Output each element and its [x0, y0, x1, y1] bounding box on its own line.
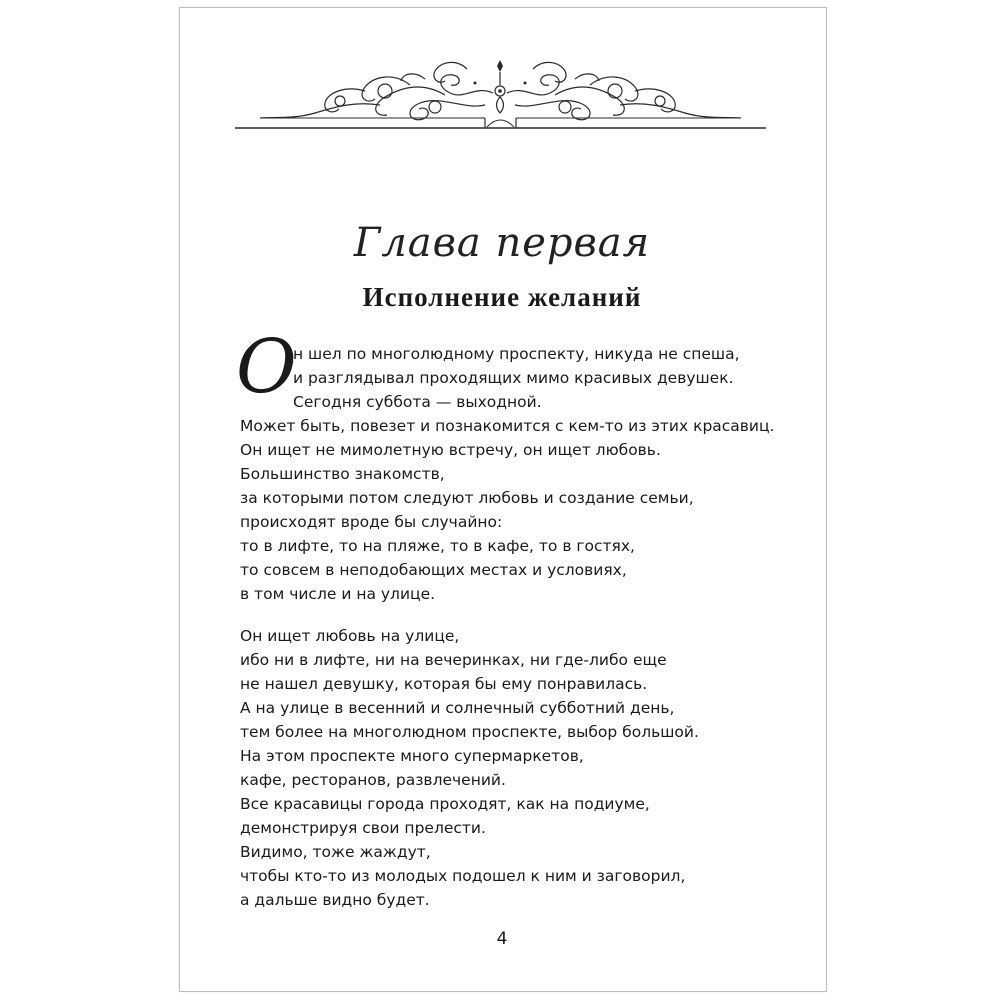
paragraph-line: Сегодня суббота — выходной.: [293, 393, 542, 411]
paragraph-line: за которыми потом следуют любовь и создание семьи,: [240, 489, 694, 507]
paragraph-line: Большинство знакомств,: [240, 465, 445, 483]
paragraph-line: то в лифте, то на пляже, то в кафе, то в гостях,: [240, 537, 635, 555]
paragraph-line: чтобы кто-то из молодых подошел к ним и заговорил,: [240, 867, 686, 885]
paragraph-line: демонстрируя свои прелести.: [240, 819, 486, 837]
paragraph-line: не нашел девушку, которая бы ему понравилась.: [240, 675, 648, 693]
paragraph-line: то совсем в неподобающих местах и условиях,: [240, 561, 627, 579]
chapter-subtitle: Исполнение желаний: [362, 282, 642, 312]
paragraph-line: происходят вроде бы случайно:: [240, 513, 503, 531]
paragraph-line: тем более на многолюдном проспекте, выбор большой.: [240, 723, 699, 741]
paragraph-line: Он ищет любовь на улице,: [240, 627, 460, 645]
page-number: 4: [496, 929, 508, 949]
paragraph-line: Все красавицы города проходят, как на подиуме,: [240, 795, 650, 813]
paragraph-line: и разглядывал проходящих мимо красивых девушек.: [293, 369, 734, 387]
chapter-title: Глава первая: [353, 220, 651, 266]
paragraph-line: а дальше видно будет.: [240, 891, 430, 909]
paragraph-line: Он ищет не мимолетную встречу, он ищет любовь.: [240, 441, 661, 459]
paragraph-line: в том числе и на улице.: [240, 585, 436, 603]
paragraph-line: Видимо, тоже жаждут,: [240, 843, 431, 861]
paragraph-line: А на улице в весенний и солнечный субботний день,: [240, 699, 675, 717]
paragraph-line: кафе, ресторанов, развлечений.: [240, 771, 506, 789]
decorative-ornament-icon: [235, 55, 766, 140]
paragraph-line: ибо ни в лифте, ни на вечеринках, ни где-либо еще: [240, 651, 667, 669]
paragraph-line: н шел по многолюдному проспекту, никуда не спеша,: [293, 345, 740, 363]
paragraph-line: На этом проспекте много супермаркетов,: [240, 747, 584, 765]
paragraph-line: Может быть, повезет и познакомится с кем-то из этих красавиц.: [240, 417, 775, 435]
drop-cap: О: [236, 324, 297, 410]
